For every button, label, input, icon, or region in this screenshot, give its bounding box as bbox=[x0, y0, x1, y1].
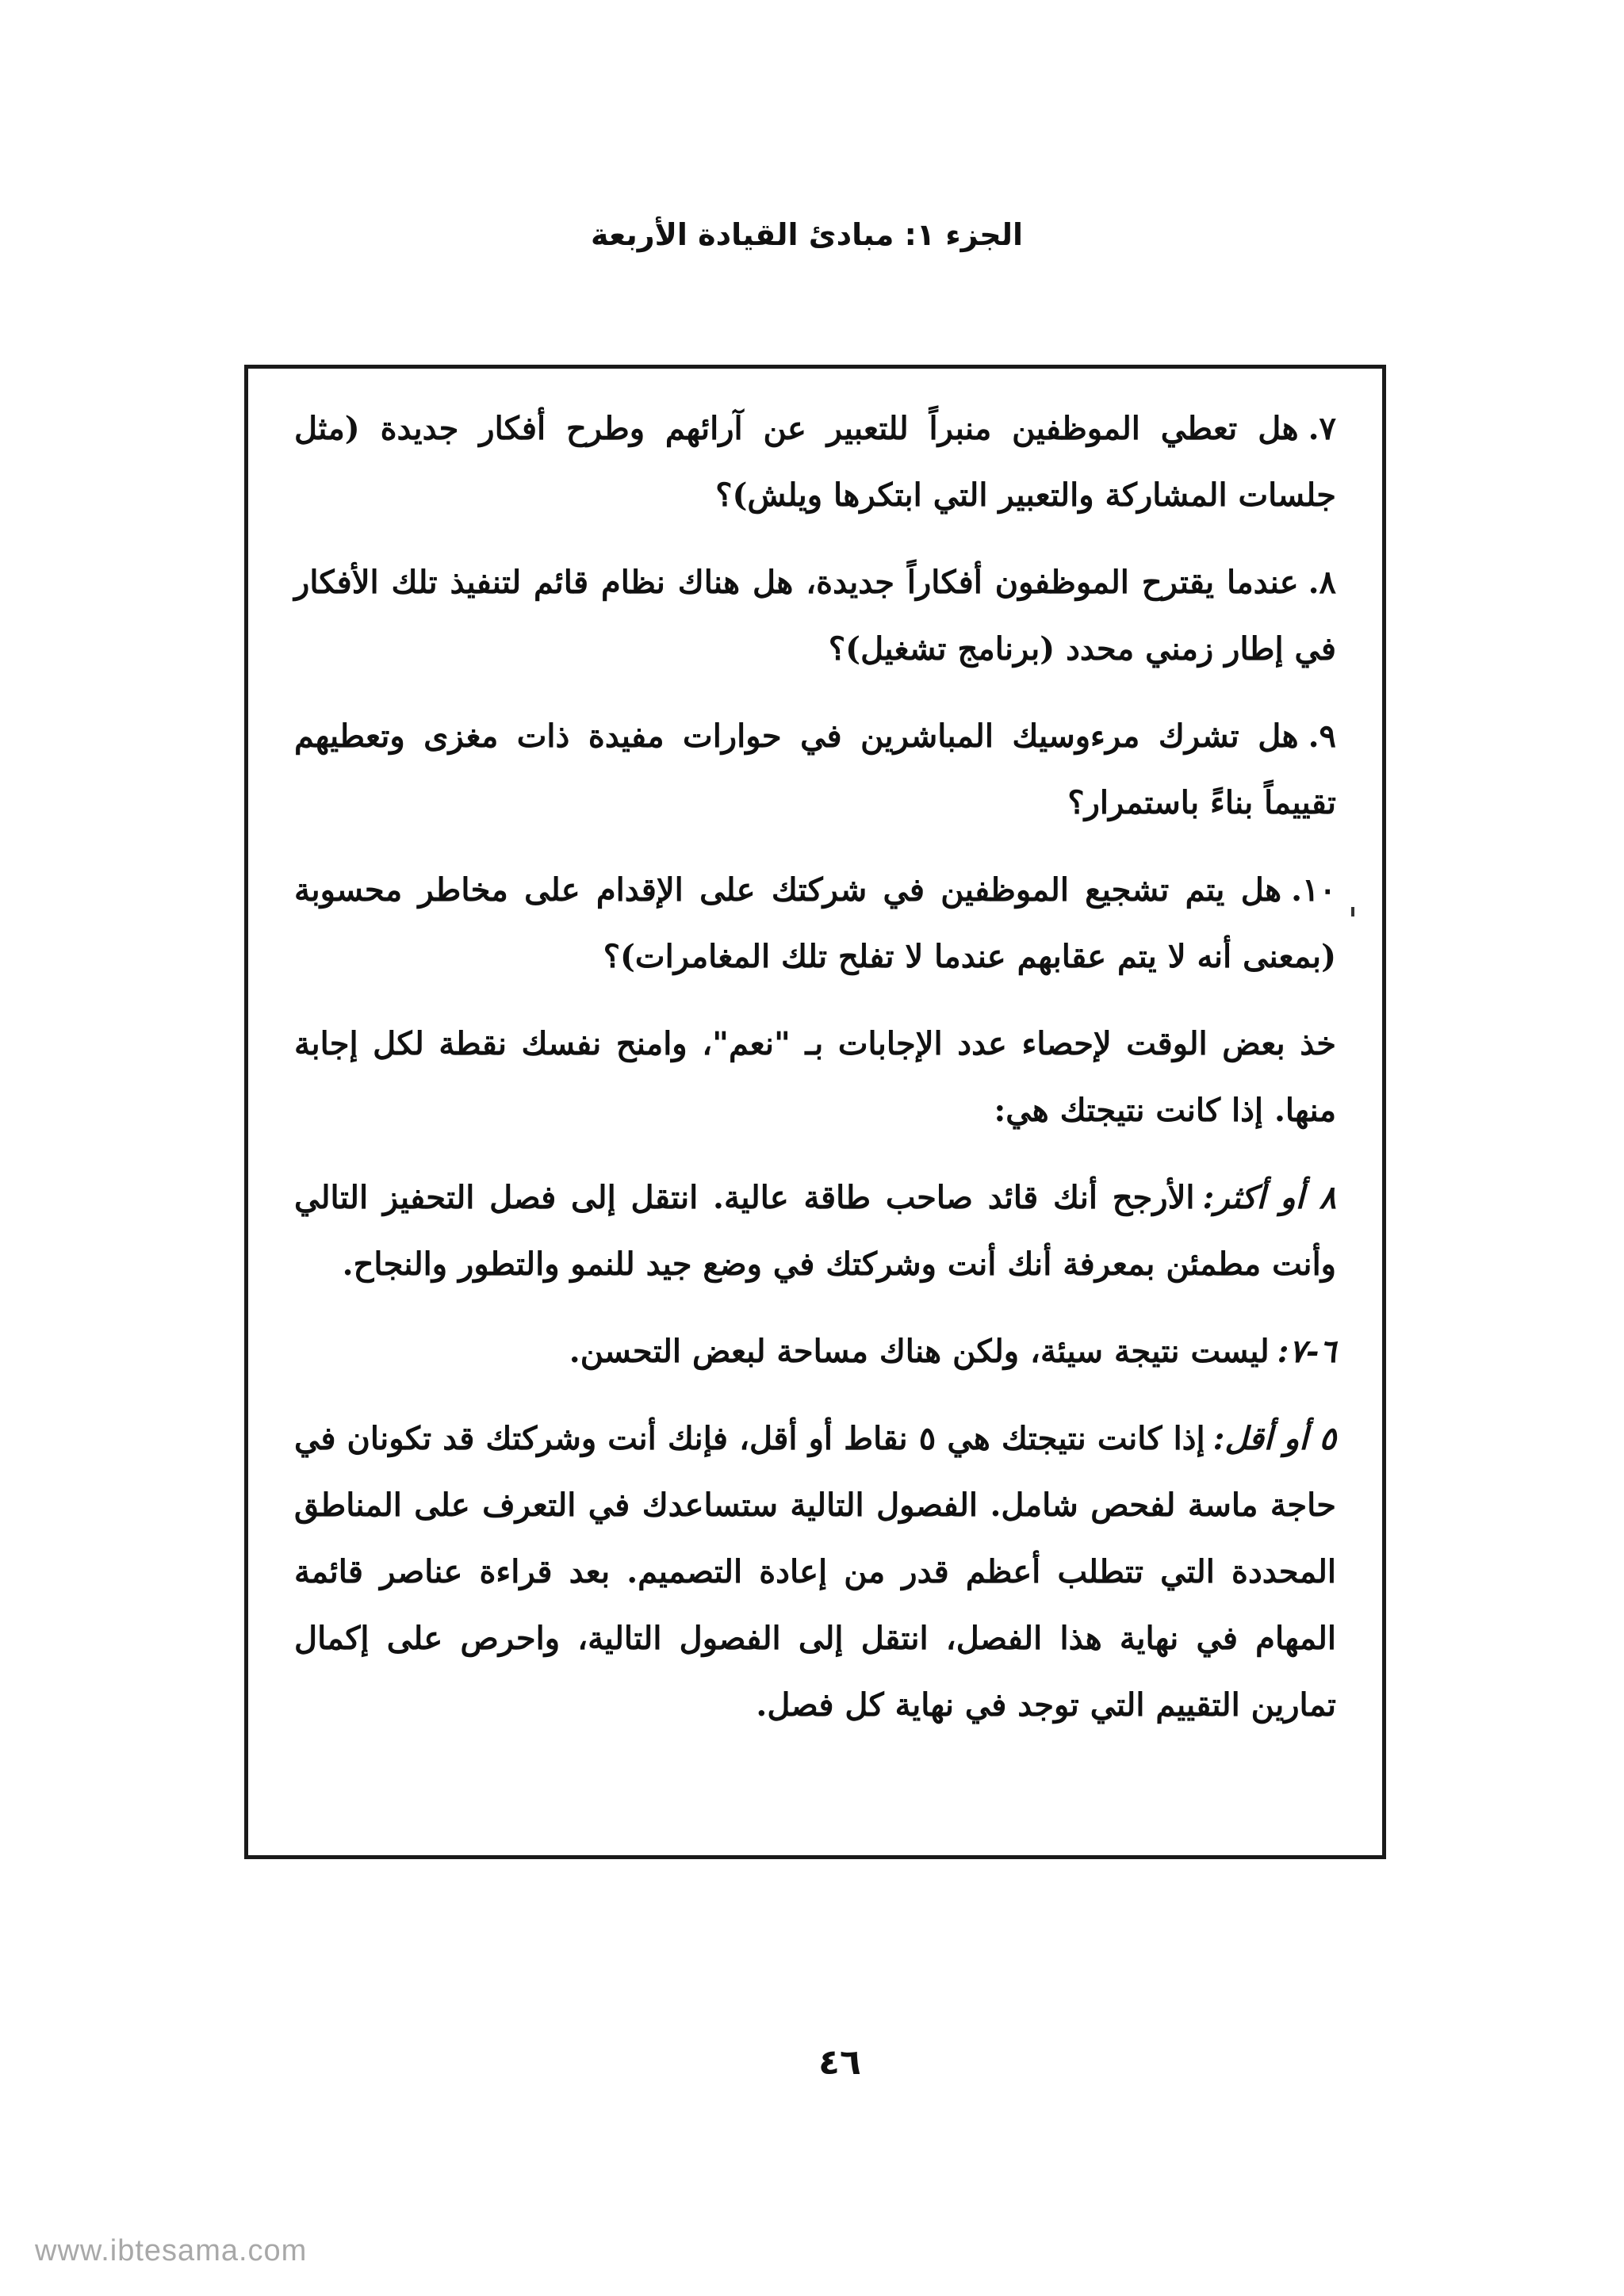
question-paragraph bbox=[294, 703, 1336, 836]
result-score-range: ٦-٧: bbox=[1277, 1333, 1336, 1370]
result-item bbox=[294, 1406, 1336, 1739]
question-text: عندما يقترح الموظفون أفكاراً جديدة، هل هناك نظام قائم لتنفيذ تلك الأفكار في إطار زمني محدد (برنامج تشغيل)؟ bbox=[294, 564, 1336, 668]
question-item bbox=[294, 396, 1336, 529]
result-text: إذا كانت نتيجتك هي ٥ نقاط أو أقل، فإنك أنت وشركتك قد تكونان في حاجة ماسة لفحص شامل. الفصول التالية ستساعدك في التعرف على المناطق المحددة التي تتطلب أعظم قدر من إعادة التصميم. بعد قراءة عناصر قائمة المهام في نهاية هذا الفصل، انتقل إلى الفصول التالية، واحرص على إكمال تمارين التقييم التي توجد في نهاية كل فصل. bbox=[294, 1420, 1336, 1724]
question-paragraph bbox=[294, 549, 1336, 683]
result-paragraph bbox=[294, 1406, 1336, 1739]
watermark: www.ibtesama.com bbox=[35, 2234, 308, 2267]
instruction-text: خذ بعض الوقت لإحصاء عدد الإجابات بـ "نعم"، وامنح نفسك نقطة لكل إجابة منها. إذا كانت نتيجتك هي: bbox=[294, 1025, 1336, 1129]
result-paragraph bbox=[294, 1318, 1336, 1385]
result-score-range: ٥ أو أقل: bbox=[1212, 1420, 1336, 1457]
page-number: ٤٦ bbox=[818, 2042, 861, 2083]
result-score-range: ٨ أو أكثر: bbox=[1202, 1179, 1337, 1216]
result-text: الأرجح أنك قائد صاحب طاقة عالية. انتقل إلى فصل التحفيز التالي وأنت مطمئن بمعرفة أنك أنت وشركتك في وضع جيد للنمو والتطور والنجاح. bbox=[294, 1179, 1336, 1283]
question-number: ٩. bbox=[1308, 718, 1336, 755]
stray-print-mark bbox=[1351, 907, 1354, 916]
question-item bbox=[294, 549, 1336, 683]
result-text: ليست نتيجة سيئة، ولكن هناك مساحة لبعض التحسن. bbox=[569, 1333, 1270, 1370]
result-paragraph bbox=[294, 1165, 1336, 1298]
question-number: ٧. bbox=[1308, 410, 1337, 447]
result-item bbox=[294, 1318, 1336, 1385]
page-header bbox=[0, 212, 1023, 257]
question-text: هل تشرك مرءوسيك المباشرين في حوارات مفيدة ذات مغزى وتعطيهم تقييماً بناءً باستمرار؟ bbox=[294, 718, 1336, 821]
question-number: ٨. bbox=[1308, 564, 1336, 601]
assessment-box bbox=[244, 365, 1386, 1859]
question-item bbox=[294, 703, 1336, 836]
scoring-instruction bbox=[294, 1011, 1336, 1144]
result-item bbox=[294, 1165, 1336, 1298]
chapter-title: الجزء ١: مبادئ القيادة الأربعة bbox=[590, 217, 1023, 252]
question-paragraph bbox=[294, 857, 1336, 990]
question-text: هل تعطي الموظفين منبراً للتعبير عن آرائهم وطرح أفكار جديدة (مثل جلسات المشاركة والتعبير التي ابتكرها ويلش)؟ bbox=[294, 410, 1336, 514]
question-text: هل يتم تشجيع الموظفين في شركتك على الإقدام على مخاطر محسوبة (بمعنى أنه لا يتم عقابهم عندما لا تفلح تلك المغامرات)؟ bbox=[294, 871, 1336, 975]
question-item bbox=[294, 857, 1336, 990]
question-number: ١٠. bbox=[1291, 871, 1336, 909]
question-paragraph bbox=[294, 396, 1336, 529]
